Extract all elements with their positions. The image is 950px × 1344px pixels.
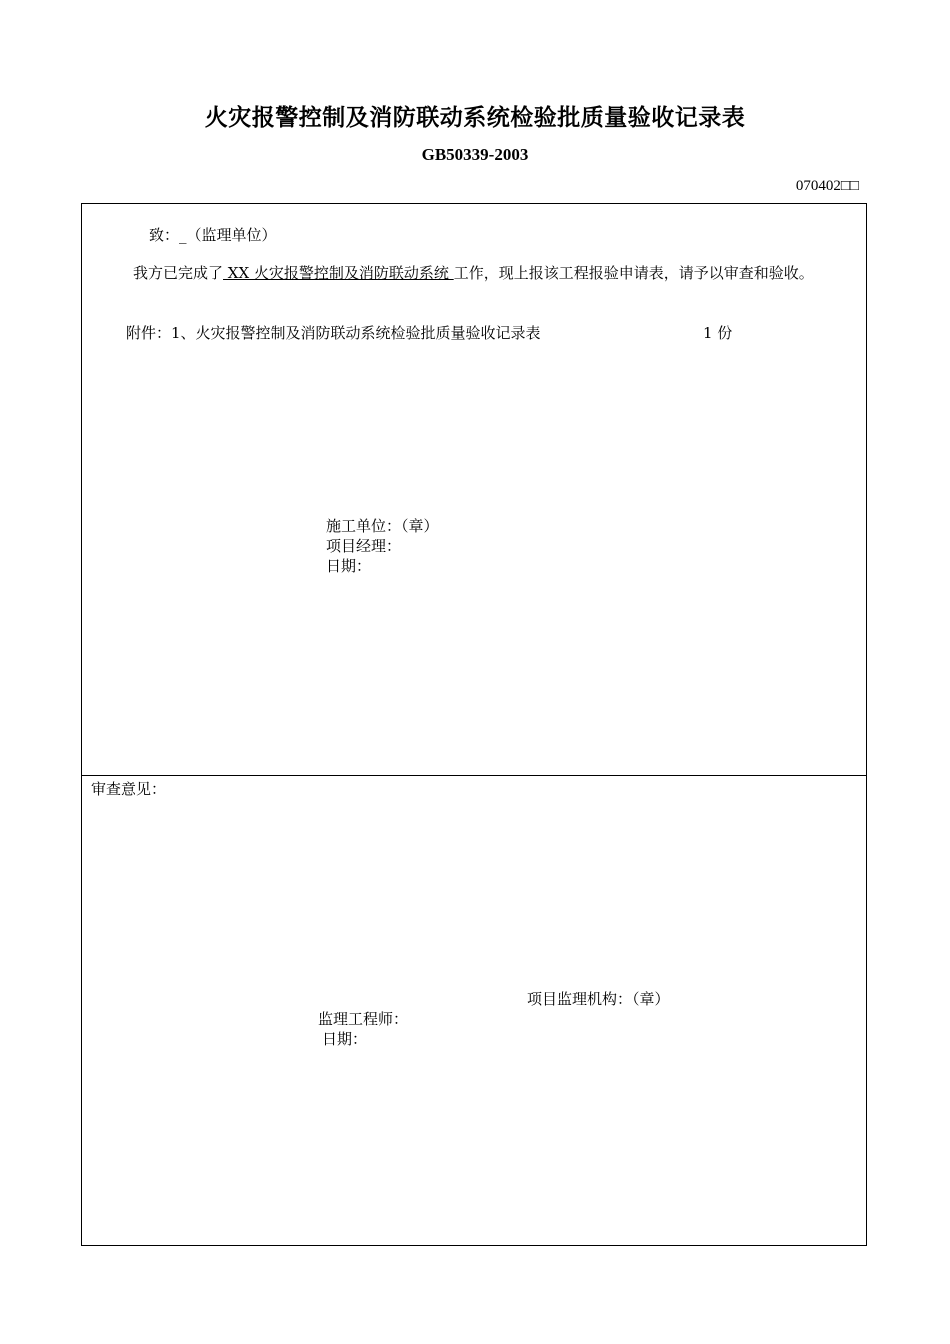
supervisor-org-label: 项目监理机构：（章） xyxy=(527,990,670,1008)
to-value: （监理单位） xyxy=(186,226,277,244)
review-opinion-label: 审查意见： xyxy=(91,780,167,798)
application-paragraph xyxy=(91,263,859,284)
project-manager-label: 项目经理： xyxy=(326,537,402,555)
section-divider xyxy=(82,775,866,776)
to-blank: _ xyxy=(179,226,187,244)
project-name: XX 火灾报警控制及消防联动系统 xyxy=(223,264,454,282)
form-title: 火灾报警控制及消防联动系统检验批质量验收记录表 xyxy=(204,105,746,131)
review-date-label: 日期： xyxy=(322,1030,368,1048)
standard-code: GB50339-2003 xyxy=(421,145,529,164)
to-label: 致： xyxy=(149,226,180,244)
form-number: 070402□□ xyxy=(795,178,859,194)
body-suffix: 工作，现上报该工程报验申请表，请予以审查和验收。 xyxy=(453,264,814,282)
supervising-engineer-label: 监理工程师： xyxy=(318,1010,409,1028)
application-date-label: 日期： xyxy=(326,557,372,575)
attachment-label: 附件：1、火灾报警控制及消防联动系统检验批质量验收记录表 xyxy=(126,324,541,342)
attachment-count: 1 份 xyxy=(703,324,733,342)
addressee-line xyxy=(149,225,277,245)
body-prefix: 我方已完成了 xyxy=(133,264,224,282)
contractor-label: 施工单位：（章） xyxy=(326,517,439,535)
form-table xyxy=(81,203,867,1246)
